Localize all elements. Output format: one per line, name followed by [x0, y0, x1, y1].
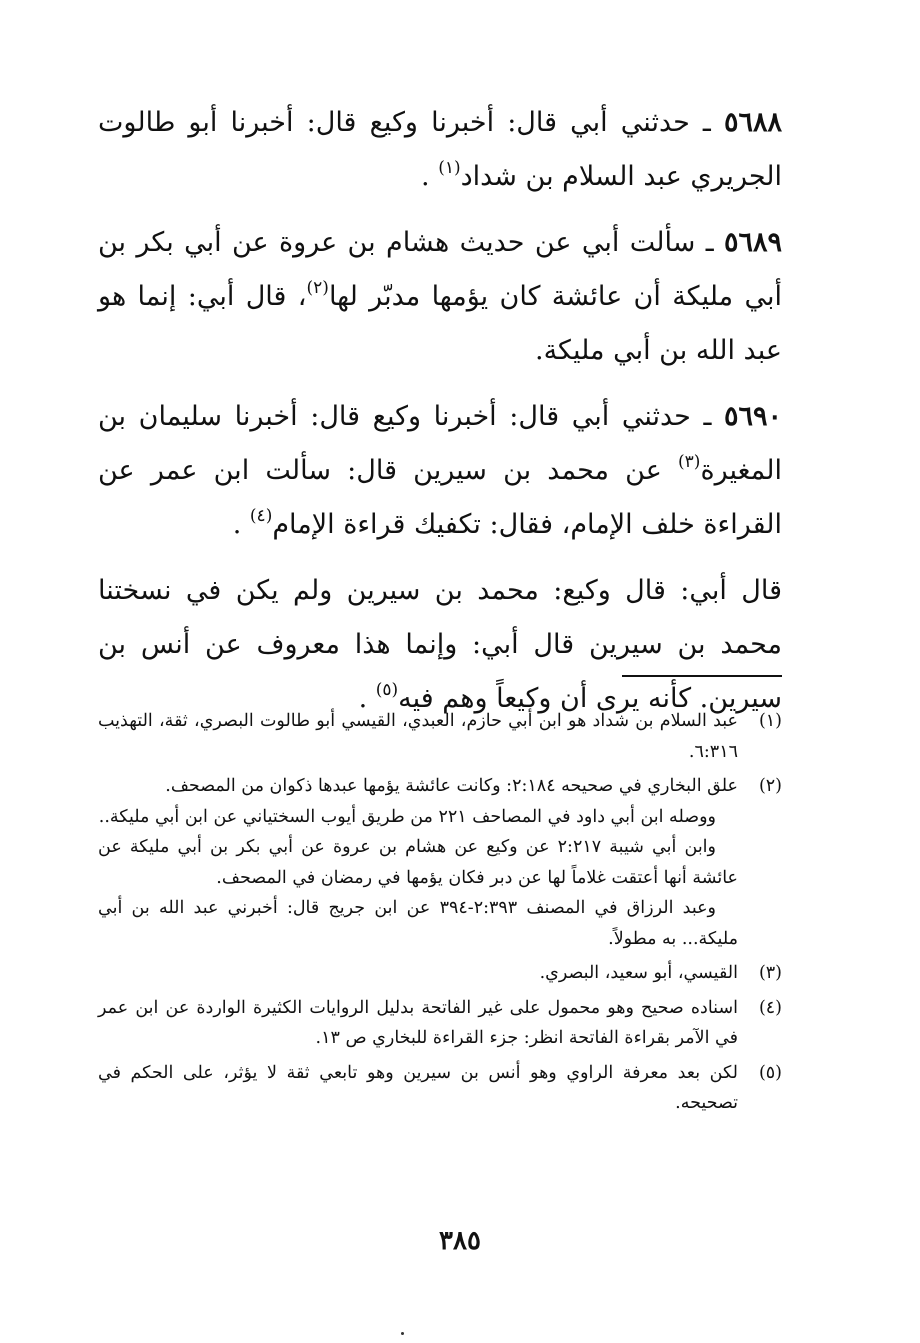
hadith-entry-5690: [98, 390, 782, 552]
entry-number: ٥٦٨٩: [723, 227, 782, 258]
hadith-entry-5689: [98, 216, 782, 378]
footnote-mark: (٣): [758, 963, 782, 983]
footnote-ref: (١): [438, 158, 461, 178]
footnote-4: [98, 993, 782, 1054]
footnote-line: ووصله ابن أبي داود في المصاحف ٢٢١ من طريق أيوب السختياني عن ابن أبي مليكة..: [98, 806, 716, 827]
entry-text: ـ حدثني أبي قال: أخبرنا وكيع قال: أخبرنا أبو طالوت الجريري عبد السلام بن شداد: [98, 107, 782, 192]
footnote-mark: (٤): [758, 997, 782, 1018]
footnote-1: [98, 706, 782, 767]
footnote-ref: (٣): [678, 452, 701, 472]
footnote-body: [98, 993, 738, 1054]
entry-tail: ، قال أبي: إنما هو عبد الله بن أبي مليكة.: [98, 281, 782, 366]
entry-text: ـ حدثني أبي قال: أخبرنا وكيع قال: أخبرنا سليمان بن المغيرة: [98, 401, 782, 486]
main-text: [98, 96, 782, 738]
entry-text-continued: عن محمد بن سيرين قال: سألت ابن عمر عن القراءة خلف الإمام، فقال: تكفيك قراءة الإمام: [98, 455, 782, 540]
editor-comment: [98, 564, 782, 726]
footnote-line: وابن أبي شيبة ٢:٢١٧ عن وكيع عن هشام بن عروة عن أبي بكر بن أبي مليكة عن عائشة أنها أعتقت غلاماً لها عن دبر فكان يؤمها في رمضان في المصحف.: [98, 837, 738, 888]
footnote-body: [98, 706, 738, 767]
comment-text: قال أبي: قال وكيع: محمد بن سيرين ولم يكن في نسختنا محمد بن سيرين قال أبي: وإنما هذا معروف عن أنس بن سيرين. كأنه يرى أن وكيعاً وهم فيه: [98, 575, 782, 714]
footnote-body: [98, 958, 738, 989]
footnote-body: [98, 1058, 738, 1119]
page-number: ٣٨٥: [439, 1226, 481, 1256]
footnote-mark: (١): [758, 711, 782, 731]
comment-tail: .: [358, 683, 368, 714]
entry-number: ٥٦٩٠: [723, 401, 782, 432]
footnotes: [98, 706, 782, 1123]
footnote-line: القيسي، أبو سعيد، البصري.: [539, 963, 738, 983]
footnote-3: [98, 958, 782, 989]
entry-tail: .: [232, 509, 242, 540]
footnote-line: اسناده صحيح وهو محمول على غير الفاتحة بدليل الروايات الكثيرة الواردة عن ابن عمر في الآمر بقراءة الفاتحة انظر: جزء القراءة للبخاري ص ١٣.: [98, 997, 738, 1048]
entry-number: ٥٦٨٨: [723, 107, 782, 138]
footnote-ref: (٢): [306, 278, 329, 298]
entry-text: ـ سألت أبي عن حديث هشام بن عروة عن أبي بكر بن أبي مليكة أن عائشة كان يؤمها مدبّر لها: [98, 227, 783, 312]
footnote-body: [98, 771, 738, 954]
entry-tail: .: [421, 161, 430, 192]
footnote-line: علق البخاري في صحيحه ٢:١٨٤: وكانت عائشة يؤمها عبدها ذكوان من المصحف.: [165, 776, 738, 796]
footnote-mark: (٥): [758, 1062, 782, 1083]
scan-speck: [401, 1332, 404, 1335]
footnote-line: لكن بعد معرفة الراوي وهو أنس بن سيرين وهو تابعي ثقة لا يؤثر، على الحكم في تصحيحه.: [98, 1062, 738, 1113]
footnote-line: عبد السلام بن شداد هو ابن أبي حازم، العبدي، القيسي أبو طالوت البصري، ثقة، التهذيب ٦:٣١٦.: [98, 711, 738, 762]
footnote-line: وعبد الرزاق في المصنف ٢:٣٩٣-٣٩٤ عن ابن جريج قال: أخبرني عبد الله بن أبي مليكة... به مطولاً.: [98, 898, 738, 949]
footnote-separator: [622, 675, 782, 677]
footnote-2: [98, 771, 782, 954]
hadith-entry-5688: [98, 96, 782, 204]
footnote-ref: (٤): [249, 506, 273, 526]
footnote-mark: (٢): [758, 776, 782, 796]
footnote-ref: (٥): [375, 680, 399, 700]
footnote-5: [98, 1058, 782, 1119]
